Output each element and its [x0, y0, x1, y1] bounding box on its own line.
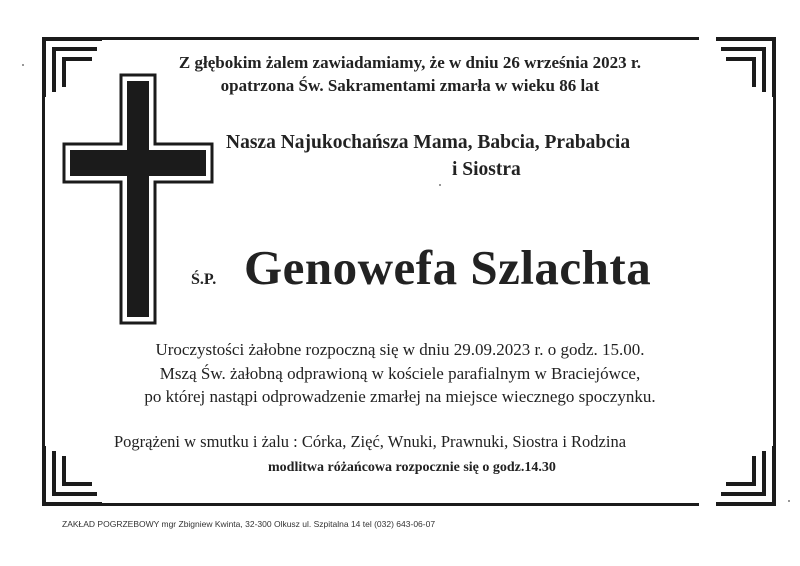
relation-line-2: i Siostra [452, 159, 521, 180]
ceremony-line-3: po której nastąpi odprowadzenie zmarłej na miejsce wiecznego spoczynku. [144, 387, 656, 406]
relation-line-1: Nasza Najukochańsza Mama, Babcia, Prababcia [226, 132, 631, 153]
frame-top-line [93, 37, 699, 40]
funeral-home-footer: ZAKŁAD POGRZEBOWY mgr Zbigniew Kwinta, 32-300 Olkusz ul. Szpitalna 14 tel (032) 643-06-07 [62, 519, 436, 529]
rosary-note: modlitwa różańcowa rozpocznie się o godz.14.30 [268, 460, 556, 475]
announcement-line-1: Z głębokim żalem zawiadamiamy, że w dniu 26 września 2023 r. [178, 53, 642, 72]
announcement-line-2: opatrzona Św. Sakramentami zmarła w wieku 86 lat [220, 76, 600, 95]
deceased-prefix: Ś.P. [191, 271, 217, 288]
ceremony-line-1: Uroczystości żałobne rozpoczną się w dniu 29.09.2023 r. o godz. 15.00. [155, 340, 645, 359]
mourners-line: Pogrążeni w smutku i żalu : Córka, Zięć, Wnuki, Prawnuki, Siostra i Rodzina [114, 432, 627, 451]
corner-ornament-top-right [716, 37, 776, 97]
latin-cross-icon [58, 70, 218, 328]
frame-bottom-line [93, 503, 699, 506]
deceased-name: Genowefa Szlachta [244, 240, 652, 295]
scan-speck [439, 184, 441, 186]
frame-left-line [42, 90, 45, 455]
scan-speck [22, 64, 24, 66]
scan-speck [788, 500, 790, 502]
corner-ornament-bottom-right [716, 446, 776, 506]
frame-right-line [773, 90, 776, 455]
corner-ornament-bottom-left [42, 446, 102, 506]
ceremony-line-2: Mszą Św. żałobną odprawioną w kościele parafialnym w Braciejówce, [159, 364, 641, 383]
